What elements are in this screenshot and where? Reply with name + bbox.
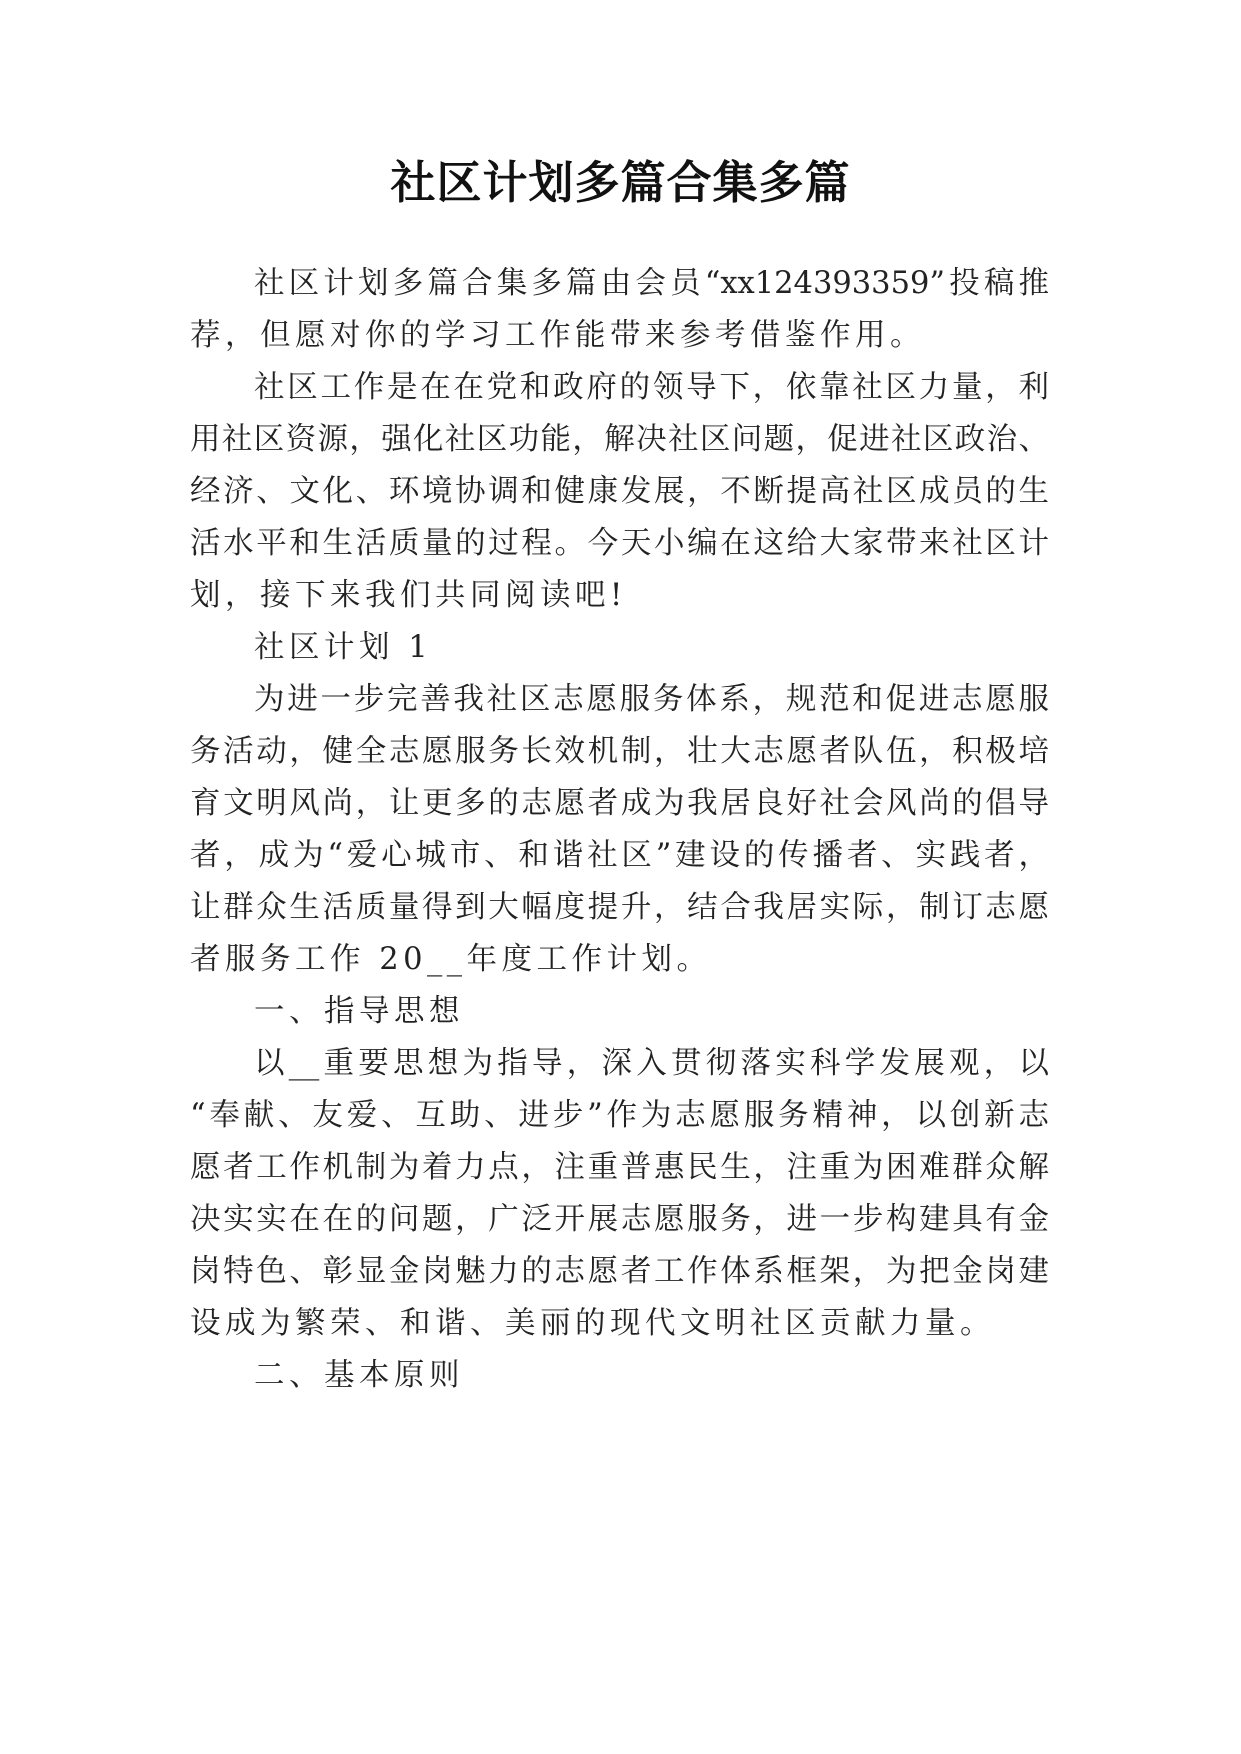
intro-line-1: 社区计划多篇合集多篇由会员“xx124393359”投稿推 [254,266,1049,301]
plan1-line-4: 者，成为“爱心城市、和谐社区”建设的传播者、实践者， [190,838,1049,873]
overview-line-4: 活水平和生活质量的过程。今天小编在这给大家带来社区计 [190,526,1049,561]
section2-heading: 二、基本原则 [254,1358,464,1393]
plan1-line-1: 为进一步完善我社区志愿服务体系，规范和促进志愿服 [254,682,1049,717]
section1-heading: 一、指导思想 [254,994,464,1029]
overview-line-2: 用社区资源，强化社区功能，解决社区问题，促进社区政治、 [190,422,1049,457]
plan1-line-2: 务活动，健全志愿服务长效机制，壮大志愿者队伍，积极培 [190,734,1049,769]
plan1-line-3: 育文明风尚，让更多的志愿者成为我居良好社会风尚的倡导 [190,786,1049,821]
document-title: 社区计划多篇合集多篇 [390,156,851,209]
intro-line-2: 荐，但愿对你的学习工作能带来参考借鉴作用。 [190,318,925,353]
section1-line-5: 岗特色、彰显金岗魅力的志愿者工作体系框架，为把金岗建 [190,1254,1049,1289]
plan1-line-6: 者服务工作 20__年度工作计划。 [190,942,712,977]
section1-line-1: 以__重要思想为指导，深入贯彻落实科学发展观，以 [254,1046,1049,1081]
plan1-heading: 社区计划 1 [254,630,433,665]
overview-line-3: 经济、文化、环境协调和健康发展，不断提高社区成员的生 [190,474,1049,509]
section1-line-2: “奉献、友爱、互助、进步”作为志愿服务精神，以创新志 [190,1098,1049,1133]
section1-line-4: 决实实在在的问题，广泛开展志愿服务，进一步构建具有金 [190,1202,1049,1237]
section1-line-3: 愿者工作机制为着力点，注重普惠民生，注重为困难群众解 [190,1150,1049,1185]
overview-line-1: 社区工作是在在党和政府的领导下，依靠社区力量，利 [254,370,1049,405]
section1-line-6: 设成为繁荣、和谐、美丽的现代文明社区贡献力量。 [190,1306,995,1341]
overview-line-5: 划，接下来我们共同阅读吧! [190,578,627,613]
plan1-line-5: 让群众生活质量得到大幅度提升，结合我居实际，制订志愿 [190,890,1049,925]
